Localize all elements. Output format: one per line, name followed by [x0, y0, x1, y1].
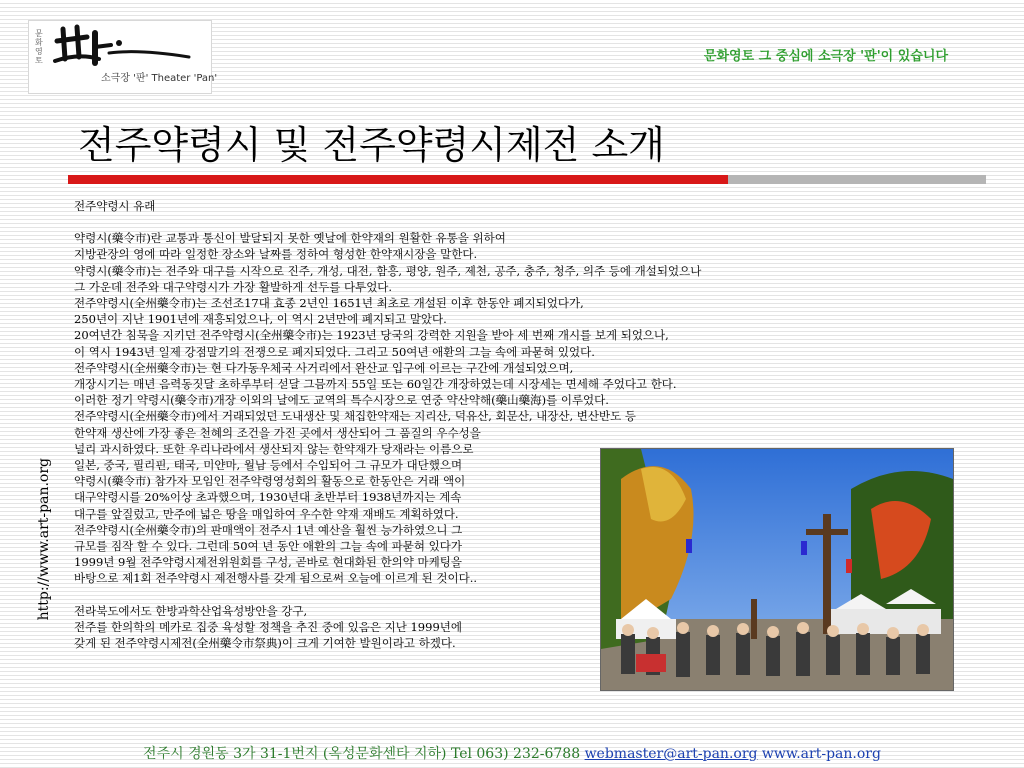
text-line: 이 역시 1943년 일제 강점말기의 전쟁으로 폐지되었다. 그리고 50여년 애환의 그늘 속에 파묻혀 있었다.: [74, 344, 595, 359]
text-line: 대구약령시를 20%이상 초과했으며, 1930년대 초반부터 1938년까지는 계속: [74, 490, 462, 505]
footer-website[interactable]: www.art-pan.org: [757, 746, 881, 762]
text-line: 이러한 정기 약령시(藥令市)개장 이외의 날에도 교역의 특수시장으로 연중 약산약해(藥山藥海)를 이루었다.: [74, 393, 609, 408]
logo-vertical-text: 문화영토: [35, 29, 43, 65]
logo-subtitle: 소극장 '판' Theater 'Pan': [101, 73, 218, 84]
slogan: 문화영토 그 중심에 소극장 '판'이 있습니다: [703, 49, 948, 64]
text-line: 바탕으로 제1회 전주약령시 제전행사를 갖게 됨으로써 오늘에 이르게 된 것이다..: [74, 571, 478, 586]
festival-street-image: [601, 449, 953, 690]
text-line: 그 가운데 전주와 대구약령시가 가장 활발하게 선두를 다투었다.: [74, 279, 393, 294]
text-line: 1999년 9월 전주약령시제전위원회를 구성, 곧바로 현대화된 한의약 마케팅을: [74, 555, 462, 570]
footer-address: 전주시 경원동 3가 31-1번지 (옥성문화센타 지하) Tel 063) 232-6788: [143, 746, 585, 762]
text-line: 전주약령시(全州藥令市)의 판매액이 전주시 1년 예산을 훨씬 능가하였으니 그: [74, 522, 463, 537]
text-line: 전주를 한의학의 메카로 집중 육성할 정책을 추진 중에 있음은 지난 1999년에: [74, 619, 462, 634]
page-title: 전주약령시 및 전주약령시제전 소개: [78, 123, 665, 167]
text-line: 20여년간 침묵을 지키던 전주약령시(全州藥令市)는 1923년 당국의 강력한 지원을 받아 세 번째 개시를 보게 되었으나,: [74, 328, 669, 343]
text-line: 전주약령시(全州藥令市)는 현 다가동우체국 사거리에서 완산교 입구에 이르는 구간에 개설되었으며,: [74, 360, 574, 375]
title-underline-gray: [728, 175, 986, 184]
text-line: 약령시(藥令市)는 전주와 대구를 시작으로 진주, 개성, 대전, 함흥, 평양, 원주, 제천, 공주, 충주, 청주, 의주 등에 개설되었으나: [74, 263, 702, 278]
text-line: 대구를 앞질렀고, 만주에 넓은 땅을 매입하여 우수한 약재 재배도 계획하였다.: [74, 506, 459, 521]
text-line: 250년이 지난 1901년에 재흥되었으나, 이 역시 2년만에 폐지되고 말았다.: [74, 312, 447, 327]
text-line: 널리 과시하였다. 또한 우리나라에서 생산되지 않는 한약재가 당재라는 이름으로: [74, 441, 474, 456]
text-line: 전라북도에서도 한방과학산업육성방안을 강구,: [74, 603, 308, 618]
footer: [0, 743, 1024, 763]
text-line: 전주약령시(全州藥令市)는 조선조17대 효종 2년인 1651년 최초로 개설된 이후 한동안 폐지되었다가,: [74, 296, 584, 311]
festival-photo: [600, 448, 954, 691]
text-line: 갖게 된 전주약령시제전(全州藥令市祭典)이 크게 기여한 발원이라고 하겠다.: [74, 636, 456, 651]
footer-email-link[interactable]: webmaster@art-pan.org: [584, 746, 758, 762]
title-underline-red: [68, 175, 728, 184]
side-website-url[interactable]: http://www.art-pan.org: [36, 458, 52, 621]
pan-calligraphy-icon: [49, 23, 199, 71]
theater-pan-logo[interactable]: [28, 20, 218, 94]
text-line: 개장시기는 매년 음력동짓달 초하루부터 섣달 그믐까지 55일 또는 60일간 개장하였는데 시장세는 면세해 주었다고 한다.: [74, 377, 677, 392]
text-line: 규모를 짐작 할 수 있다. 그런데 50여 년 동안 애환의 그늘 속에 파묻혀 있다가: [74, 539, 462, 554]
text-line: 일본, 중국, 필리핀, 태국, 미얀마, 월남 등에서 수입되어 그 규모가 대단했으며: [74, 458, 463, 473]
text-line: 전주약령시(全州藥令市)에서 거래되었던 도내생산 및 채집한약재는 지리산, 덕유산, 회문산, 내장산, 변산반도 등: [74, 409, 637, 424]
text-line: 지방관장의 영에 따라 일정한 장소와 날짜를 정하여 형성한 한약재시장을 말한다.: [74, 247, 478, 262]
text-line: 약령시(藥令市) 참가자 모임인 전주약령영성회의 활동으로 한동안은 거래 액이: [74, 474, 466, 489]
text-line: 약령시(藥令市)란 교통과 통신이 발달되지 못한 옛날에 한약재의 원활한 유통을 위하여: [74, 231, 506, 246]
text-line: 한약재 생산에 가장 좋은 천혜의 조건을 가진 곳에서 생산되어 그 품질의 우수성을: [74, 425, 481, 440]
section-heading: 전주약령시 유래: [74, 199, 156, 213]
